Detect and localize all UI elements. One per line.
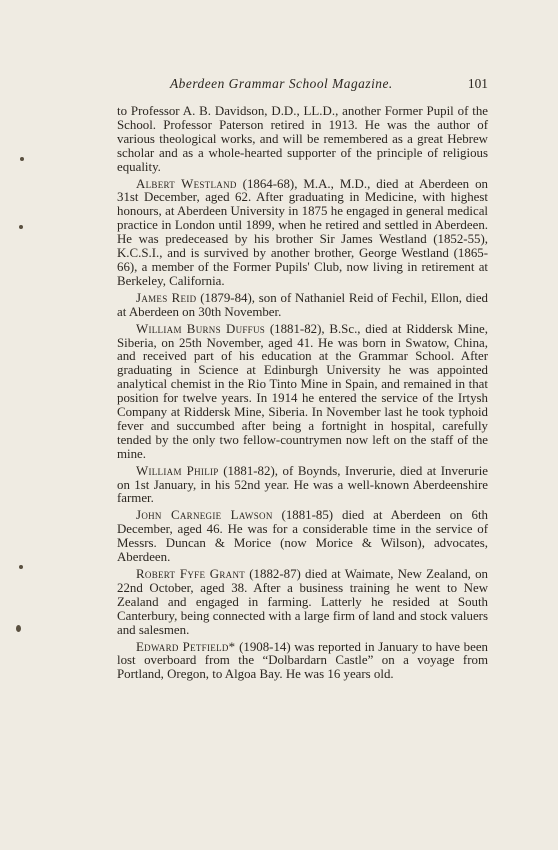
person-name: William Burns Duffus <box>136 321 266 336</box>
page-number: 101 <box>467 76 488 91</box>
paragraph-text: (1881-82), of Boynds, Inverurie, died at Inverurie on 1st January, in his 52nd year. He was a well-known Aberdeenshire farmer. <box>117 463 488 506</box>
obituary-entry <box>117 323 488 462</box>
person-name: Robert Fyfe Grant <box>136 567 246 581</box>
obituary-entry <box>117 568 488 638</box>
person-name: William Philip <box>136 463 219 478</box>
obituary-entry <box>117 641 488 683</box>
paragraph-text: to Professor A. B. Davidson, D.D., LL.D., another Former Pupil of the School. Professor Paterson retired in 1913. He was the author of various theological works, and will be remembered as a great Hebrew scholar and as a whole-hearted supporter of the principle of religious equality. <box>117 104 488 174</box>
obituary-entry <box>117 465 488 507</box>
paragraph-text: (1908-14) was reported in January to have been lost overboard from the “Dolbardarn Castle” on a voyage from Portland, Oregon, to Algoa Bay. He was 16 years old. <box>117 639 488 682</box>
paragraph-text: (1864-68), M.A., M.D., died at Aberdeen on 31st December, aged 62. After graduating in Medicine, with highest honours, at Aberdeen University in 1875 he engaged in general medical practice in London until 1899, when he retired and settled in Aberdeen. He was predeceased by his brother Sir James Westland (1852-55), K.C.S.I., and is survived by another brother, George Westland (1865-66), a member of the Former Pupils' Club, now living in retirement at Berkeley, California. <box>117 176 488 288</box>
person-name: John Carnegie Lawson <box>136 508 273 523</box>
margin-spot <box>19 565 23 569</box>
obituary-entry <box>117 178 488 289</box>
obituary-entry <box>117 509 488 565</box>
paragraph-text: (1879-84), son of Nathaniel Reid of Fechil, Ellon, died at Aberdeen on 30th November. <box>117 290 488 319</box>
margin-spot <box>20 157 24 161</box>
running-title: Aberdeen Grammar School Magazine. <box>170 76 393 91</box>
person-name: Albert Westland <box>136 176 237 191</box>
person-name: James Reid <box>136 290 197 305</box>
paragraph-text: (1881-85) died at Aberdeen on 6th December, aged 46. He was for a considerable time in the service of Messrs. Duncan & Morice (now Morice & Wilson), advocates, Aberdeen. <box>117 508 488 565</box>
paragraph-text: (1881-82), B.Sc., died at Riddersk Mine, Siberia, on 25th November, aged 41. He was born in Swatow, China, and received part of his education at the Grammar School. After graduating in Science at Edinburgh University he was appointed analytical chemist in the Rio Tinto Mine in Spain, and remained in that position for twelve years. In 1914 he entered the service of the Irtysh Company at Riddersk Mine, Siberia. In November last he took typhoid fever and succumbed after being a fortnight in hospital, carefully tended by the only two fellow-countrymen now left on the staff of the mine. <box>117 321 488 461</box>
paragraph-continuation <box>117 105 488 175</box>
margin-spot <box>16 625 21 632</box>
person-name: Edward Petfield* <box>136 639 236 654</box>
margin-spot <box>19 225 23 229</box>
paragraph-text: (1882-87) died at Waimate, New Zealand, on 22nd October, aged 38. After a business training he went to New Zealand and engaged in farming. Latterly he resided at South Canterbury, being connected with a large firm of land and stock valuers and salesmen. <box>117 567 488 637</box>
obituary-text <box>117 105 488 685</box>
obituary-entry <box>117 292 488 320</box>
